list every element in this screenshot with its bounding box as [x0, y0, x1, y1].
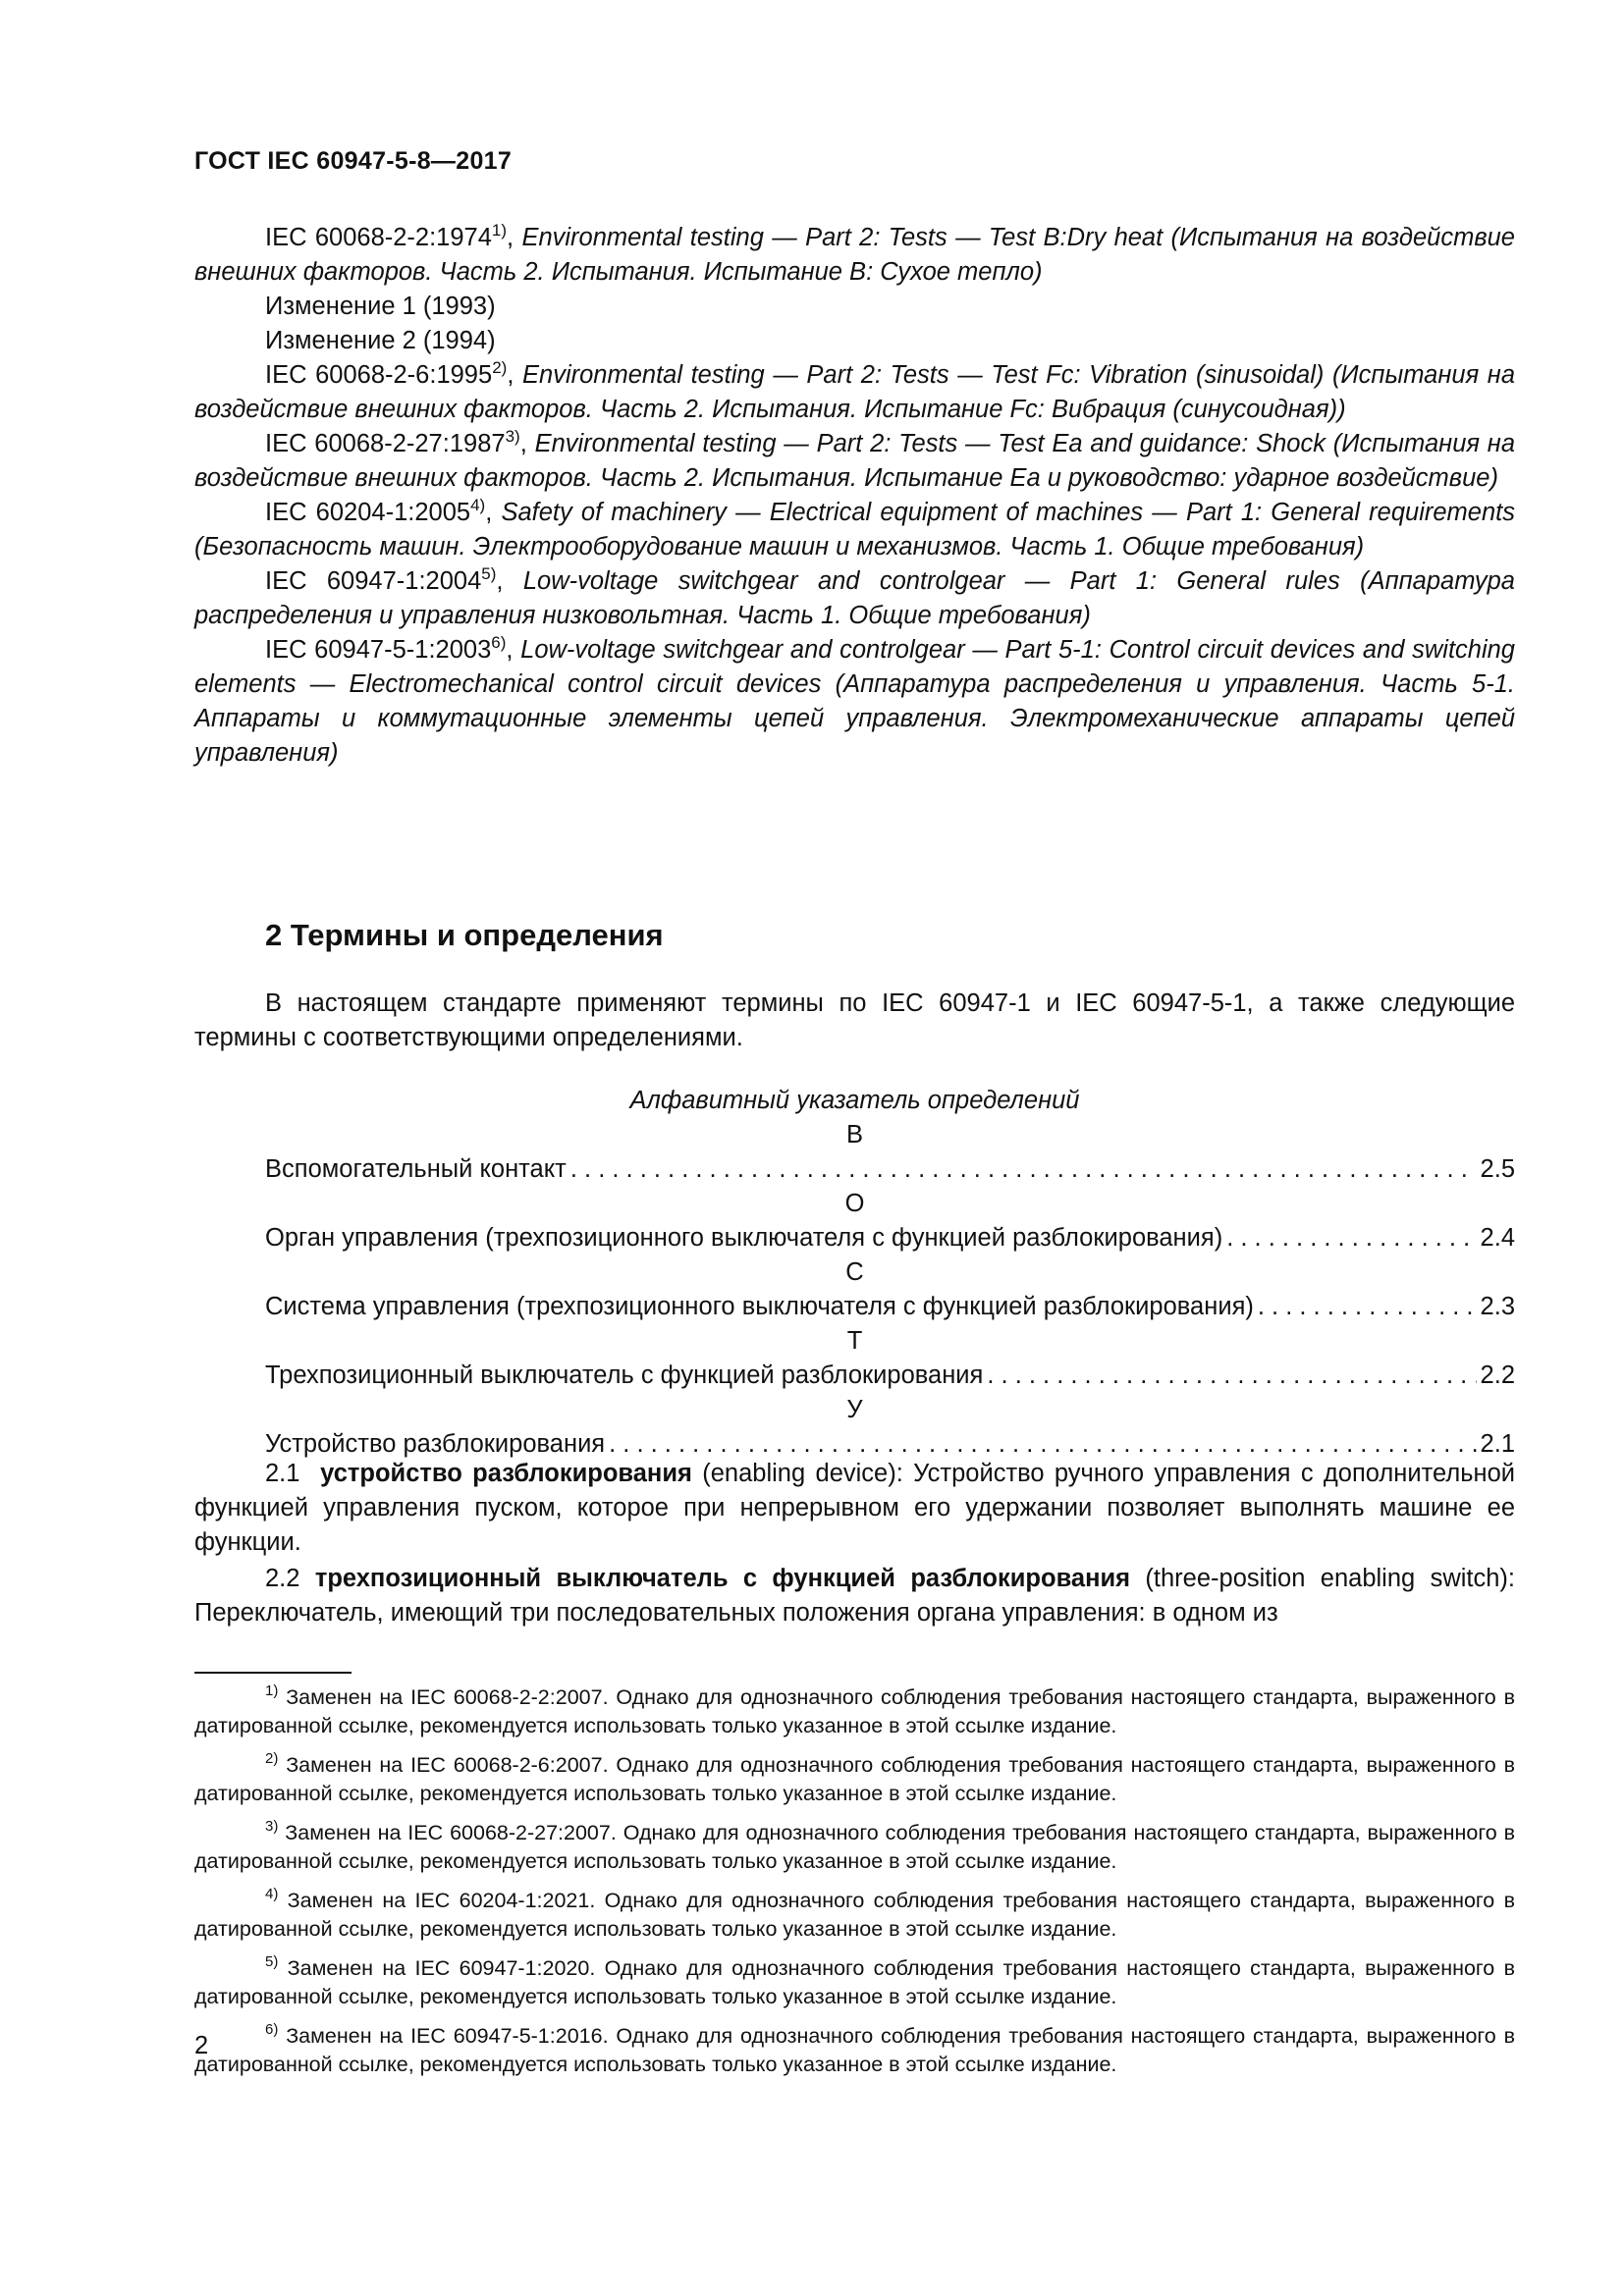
definition-term: трехпозиционный выключатель с функцией разблокирования	[314, 1565, 1131, 1592]
intro-paragraph: В настоящем стандарте применяют термины по IEC 60947-1 и IEC 60947-5-1, а также следующие термины с соответствующими определениями.	[194, 989, 1515, 1051]
leader-dots	[1226, 1221, 1476, 1255]
index-entry-label: Устройство разблокирования	[265, 1430, 606, 1458]
reference-amendment: Изменение 1 (1993)	[265, 293, 496, 320]
index-entry-ref: 2.4	[1480, 1224, 1515, 1252]
index-entry-label: Система управления (трехпозиционного выключателя с функцией разблокирования)	[265, 1293, 1254, 1320]
definition-term: устройство разблокирования	[320, 1460, 692, 1487]
reference-item: IEC 60068-2-27:1987$^{3)}$, Environmental testing — Part 2: Tests — Test Ea and guidance: Shock (Испытания на воздействие внешних факторов. Часть 2. Испытания. Испытание Ea и руководство: ударное воздействие)	[194, 427, 1516, 492]
footnote: $^{6)}$ Заменен на IEC 60947-5-1:2016. Однако для однозначного соблюдения требования настоящего стандарта, выраженного в датированной ссылке, рекомендуется использовать только указанное в этой ссылке издание.	[194, 2021, 1515, 2076]
index-entry-ref: 2.5	[1480, 1155, 1515, 1183]
reference-item: IEC 60068-2-2:1974$^{1)}$, Environmental testing — Part 2: Tests — Test B:Dry heat (Испытания на воздействие внешних факторов. Часть 2. Испытания. Испытание B: Сухое тепло)	[194, 221, 1515, 286]
index-title: Алфавитный указатель определений	[629, 1087, 1080, 1114]
index-letter: У	[846, 1396, 863, 1423]
footnote: $^{3)}$ Заменен на IEC 60068-2-27:2007. Однако для однозначного соблюдения требования настоящего стандарта, выраженного в датированной ссылке, рекомендуется использовать только указанное в этой ссылке издание.	[194, 1818, 1515, 1873]
index-letter: В	[845, 1121, 863, 1148]
index-entry-label: Трехпозиционный выключатель с функцией разблокирования	[265, 1362, 984, 1389]
footnote: $^{5)}$ Заменен на IEC 60947-1:2020. Однако для однозначного соблюдения требования настоящего стандарта, выраженного в датированной ссылке, рекомендуется использовать только указанное в этой ссылке издание.	[194, 1953, 1515, 2008]
reference-item: IEC 60947-5-1:2003$^{6)}$, Low-voltage switchgear and controlgear — Part 5-1: Control circuit devices and switching elements — Electromechanical control circuit devices (Аппаратура распределения и управления. Часть 5-1. Аппараты и коммутационные элементы цепей управления. Электромеханические аппараты цепей управления)	[194, 633, 1515, 767]
normative-references	[194, 221, 1515, 771]
index-entry-ref: 2.2	[1480, 1362, 1515, 1389]
reference-amendment: Изменение 2 (1994)	[265, 327, 496, 354]
footnote: $^{2)}$ Заменен на IEC 60068-2-6:2007. Однако для однозначного соблюдения требования настоящего стандарта, выраженного в датированной ссылке, рекомендуется использовать только указанное в этой ссылке издание.	[194, 1750, 1515, 1805]
index-entry-ref: 2.1	[1480, 1430, 1515, 1458]
footnotes	[194, 1683, 1515, 2090]
index-entry	[194, 1359, 1515, 1393]
index-entry-label: Вспомогательный контакт	[265, 1155, 567, 1183]
definition-paragraph: 2.2 трехпозиционный выключатель с функцией разблокирования (three-position enabling switch): Переключатель, имеющий три последовательных положения органа управления: в одном из	[194, 1565, 1515, 1627]
page-number: 2	[194, 2032, 209, 2059]
index-entry-ref: 2.3	[1480, 1293, 1515, 1320]
index-letter: О	[844, 1190, 865, 1217]
reference-item: IEC 60068-2-6:1995$^{2)}$, Environmental testing — Part 2: Tests — Test Fc: Vibration (sinusoidal) (Испытания на воздействие внешних факторов. Часть 2. Испытания. Испытание Fc: Вибрация (синусоидная))	[194, 358, 1516, 423]
index-entry	[194, 1221, 1515, 1255]
reference-item: IEC 60204-1:2005$^{4)}$, Safety of machinery — Electrical equipment of machines — Part 1: General requirements (Безопасность машин. Электрооборудование машин и механизмов. Часть 1. Общие требования)	[194, 496, 1515, 561]
definition-paragraph: 2.1 устройство разблокирования (enabling device): Устройство ручного управления с дополнительной функцией управления пуском, которое при непрерывном его удержании позволяет выполнять машине ее функции.	[194, 1460, 1516, 1556]
leader-dots	[570, 1152, 1477, 1187]
footnote: $^{1)}$ Заменен на IEC 60068-2-2:2007. Однако для однозначного соблюдения требования настоящего стандарта, выраженного в датированной ссылке, рекомендуется использовать только указанное в этой ссылке издание.	[194, 1682, 1515, 1737]
index-entry-label: Орган управления (трехпозиционного выключателя с функцией разблокирования)	[265, 1224, 1223, 1252]
section-title: 2 Термины и определения	[265, 918, 664, 952]
reference-item: IEC 60947-1:2004$^{5)}$, Low-voltage switchgear and controlgear — Part 1: General rules (Аппаратура распределения и управления низковольтная. Часть 1. Общие требования)	[194, 564, 1515, 629]
index-letter: С	[845, 1258, 864, 1286]
alphabetical-index	[194, 1084, 1515, 1462]
footnote: $^{4)}$ Заменен на IEC 60204-1:2021. Однако для однозначного соблюдения требования настоящего стандарта, выраженного в датированной ссылке, рекомендуется использовать только указанное в этой ссылке издание.	[194, 1886, 1515, 1941]
index-entry	[194, 1290, 1515, 1324]
section-intro	[194, 987, 1515, 1055]
leader-dots	[987, 1359, 1476, 1393]
document-header: ГОСТ IEC 60947-5-8—2017	[194, 147, 513, 175]
index-letter: Т	[846, 1327, 863, 1355]
footnote-divider	[194, 1672, 352, 1674]
index-entry	[194, 1152, 1515, 1187]
definitions	[194, 1457, 1515, 1630]
leader-dots	[1258, 1290, 1477, 1324]
